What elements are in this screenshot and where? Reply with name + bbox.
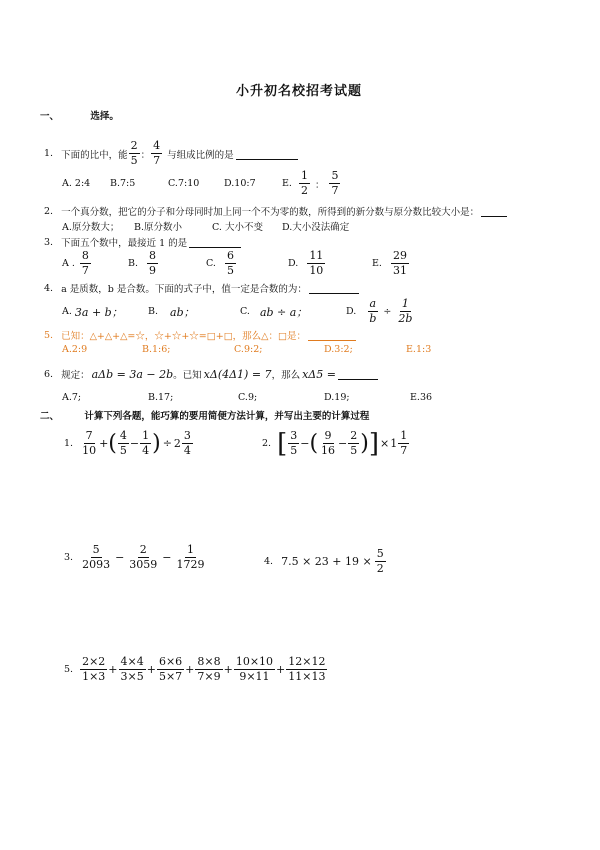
question-text: ，那么 xyxy=(271,370,301,381)
question-text: 规定： xyxy=(61,370,90,381)
numerator: 3 xyxy=(288,430,299,444)
option-c[interactable] xyxy=(240,304,346,320)
option-d[interactable]: D.10:7 xyxy=(224,178,256,190)
question-6 xyxy=(44,367,378,381)
numerator: 6×6 xyxy=(157,656,184,670)
question-2-options xyxy=(62,219,349,233)
fraction xyxy=(375,548,386,575)
calc-problem-4 xyxy=(264,548,387,575)
option-label: A . xyxy=(62,258,75,270)
fraction xyxy=(127,544,159,571)
numerator: 4 xyxy=(118,430,129,444)
option-a[interactable]: A.2:9 xyxy=(62,344,88,355)
question-3 xyxy=(44,235,241,249)
denominator: 5 xyxy=(350,444,358,458)
problem-number: 5. xyxy=(64,664,74,676)
section1-header xyxy=(40,108,119,122)
answer-blank[interactable] xyxy=(236,148,298,160)
option-a[interactable] xyxy=(62,304,148,320)
numerator: 4×4 xyxy=(119,656,146,670)
option-label: C. xyxy=(206,258,216,270)
denominator: 10 xyxy=(309,264,324,278)
option-a[interactable]: A. 2:4 xyxy=(62,178,91,190)
answer-blank[interactable] xyxy=(189,236,241,248)
numerator: 7 xyxy=(84,430,95,444)
option-d[interactable]: D.3:2; xyxy=(324,344,353,355)
left-paren: ( xyxy=(309,430,319,456)
section2-number: 二、 xyxy=(40,411,60,422)
question-1 xyxy=(44,140,298,167)
denominator: 3059 xyxy=(129,558,158,572)
numerator: 5 xyxy=(329,170,340,184)
option-d[interactable] xyxy=(346,298,415,325)
fraction xyxy=(367,298,378,325)
divide-sign: ÷ xyxy=(162,437,172,451)
question-text: 已知：△+△+△=☆，☆+☆+☆=□+□，那么△：□是： xyxy=(61,331,306,342)
numerator: 11 xyxy=(307,250,325,264)
denominator: b xyxy=(369,312,377,326)
question-4-options xyxy=(62,298,415,325)
numerator: 1 xyxy=(140,430,151,444)
minus-sign: − xyxy=(300,437,310,451)
option-e[interactable] xyxy=(372,250,410,277)
numerator: 29 xyxy=(391,250,409,264)
option-a[interactable]: A.7; xyxy=(62,392,82,403)
calc-problem-2 xyxy=(262,430,410,457)
ask-expression: xΔ5 = xyxy=(302,367,336,381)
section2-label: 计算下列各题，能巧算的要用简便方法计算，并写出主要的计算过程 xyxy=(84,411,370,422)
question-3-options xyxy=(62,250,410,277)
fraction xyxy=(118,430,129,457)
numerator: 3 xyxy=(182,430,193,444)
option-b[interactable] xyxy=(128,250,206,277)
option-label: D. xyxy=(346,306,357,318)
problem-number: 4. xyxy=(264,556,274,568)
question-5 xyxy=(44,328,356,342)
answer-blank[interactable] xyxy=(481,205,507,217)
divide-sign: ÷ xyxy=(383,306,392,318)
option-b[interactable] xyxy=(148,304,240,320)
plus-sign: + xyxy=(99,437,109,451)
numerator: 1 xyxy=(400,298,411,312)
plus-sign: + xyxy=(108,663,118,677)
minus-sign: − xyxy=(115,551,125,565)
denominator: 2093 xyxy=(82,558,111,572)
fraction xyxy=(129,140,140,167)
mixed-whole: 2 xyxy=(173,437,181,451)
question-number: 3. xyxy=(44,236,54,248)
option-e[interactable]: E.36 xyxy=(410,392,433,403)
question-text: 。已知 xyxy=(173,370,202,381)
fraction xyxy=(299,170,310,197)
fraction xyxy=(329,170,340,197)
fraction xyxy=(391,250,409,277)
numerator: 10×10 xyxy=(234,656,275,670)
denominator: 3×5 xyxy=(120,670,144,684)
fraction xyxy=(80,544,112,571)
option-expression: 3a + b； xyxy=(74,305,123,319)
denominator: 4 xyxy=(142,444,150,458)
calc-problem-1 xyxy=(64,430,194,457)
left-paren: ( xyxy=(108,430,117,456)
option-label: E. xyxy=(372,258,382,270)
option-label: A. xyxy=(62,306,72,318)
times-sign: × xyxy=(380,437,390,451)
option-e[interactable]: E.1:3 xyxy=(406,344,432,355)
denominator: 4 xyxy=(183,444,191,458)
denominator: 16 xyxy=(321,444,336,458)
fraction xyxy=(175,544,207,571)
section1-label: 选择。 xyxy=(90,111,119,122)
question-6-options xyxy=(62,392,432,403)
right-paren: ) xyxy=(360,430,369,456)
numerator: 9 xyxy=(323,430,334,444)
denominator: 5 xyxy=(226,264,234,278)
numerator: 2 xyxy=(348,430,359,444)
denominator: 7×9 xyxy=(197,670,221,684)
denominator: 1×3 xyxy=(82,670,106,684)
question-text: 下面五个数中，最接近 1 的是 xyxy=(61,238,188,249)
option-c[interactable] xyxy=(206,250,288,277)
denominator: 9 xyxy=(149,264,157,278)
denominator: 5×7 xyxy=(158,670,183,684)
option-d[interactable] xyxy=(288,250,372,277)
question-number: 5. xyxy=(44,329,54,341)
right-paren: ) xyxy=(152,430,161,456)
numerator: 8 xyxy=(147,250,158,264)
option-e[interactable] xyxy=(282,170,341,197)
section2-header xyxy=(40,408,369,422)
option-expression: ab； xyxy=(170,305,195,319)
minus-sign: − xyxy=(162,551,172,565)
numerator: 1 xyxy=(398,430,409,444)
option-label: C. xyxy=(240,306,250,318)
numerator: 1 xyxy=(185,544,196,558)
numerator: 2 xyxy=(138,544,149,558)
numerator: 5 xyxy=(91,544,102,558)
page-title: 小升初名校招考试题 xyxy=(236,84,363,99)
option-b[interactable]: B.1:6; xyxy=(142,344,171,355)
fraction xyxy=(157,656,184,683)
option-label: B. xyxy=(128,258,139,270)
problem-number: 2. xyxy=(262,438,272,450)
fraction xyxy=(319,430,337,457)
right-bracket: ] xyxy=(368,428,380,459)
rule-expression: aΔb = 3a − 2b xyxy=(91,367,174,381)
denominator: 2b xyxy=(398,312,413,326)
given-expression: xΔ(4Δ1) = 7 xyxy=(203,367,272,381)
denominator: 9×11 xyxy=(239,670,270,684)
fraction xyxy=(234,656,275,683)
minus-sign: − xyxy=(338,437,348,451)
denominator: 7 xyxy=(153,154,161,168)
question-4 xyxy=(44,281,359,295)
option-c[interactable]: C.9:2; xyxy=(234,344,263,355)
answer-blank[interactable] xyxy=(338,368,378,380)
option-label: B. xyxy=(148,306,159,318)
mixed-whole: 1 xyxy=(390,437,398,451)
option-a[interactable] xyxy=(62,250,128,277)
option-d[interactable]: D.大小没法确定 xyxy=(282,222,350,233)
fraction xyxy=(195,656,222,683)
left-bracket: [ xyxy=(277,428,288,459)
option-label: E. xyxy=(282,178,292,190)
plus-sign: + xyxy=(223,663,233,677)
fraction xyxy=(348,430,359,457)
denominator: 5 xyxy=(290,444,298,458)
option-d[interactable]: D.19; xyxy=(324,392,350,403)
option-c[interactable]: C.9; xyxy=(238,392,258,403)
option-expression: ab ÷ a； xyxy=(259,305,308,319)
fraction xyxy=(396,298,414,325)
denominator: 1729 xyxy=(176,558,205,572)
fraction xyxy=(151,140,162,167)
calc-expression: 7.5 × 23 + 19 × xyxy=(281,555,372,569)
fraction xyxy=(80,656,107,683)
question-number: 4. xyxy=(44,282,54,294)
numerator: a xyxy=(368,298,379,312)
plus-sign: + xyxy=(276,663,286,677)
question-text: 与组成比例的是 xyxy=(167,149,234,161)
question-1-options xyxy=(62,170,341,197)
option-a[interactable]: A.原分数大； xyxy=(62,222,120,233)
denominator: 2 xyxy=(300,184,308,198)
plus-sign: + xyxy=(185,663,195,677)
plus-sign: + xyxy=(146,663,156,677)
denominator: 10 xyxy=(82,444,97,458)
numerator: 6 xyxy=(225,250,236,264)
denominator: 7 xyxy=(400,444,408,458)
denominator: 2 xyxy=(376,562,384,576)
fraction xyxy=(80,430,98,457)
option-b[interactable]: B.7:5 xyxy=(110,178,136,190)
denominator: 5 xyxy=(130,154,138,168)
fraction xyxy=(286,656,327,683)
fraction xyxy=(225,250,236,277)
fraction xyxy=(182,430,193,457)
denominator: 31 xyxy=(392,264,407,278)
question-number: 1. xyxy=(44,148,54,160)
numerator: 1 xyxy=(299,170,310,184)
option-label: D. xyxy=(288,258,299,270)
calc-problem-3 xyxy=(64,544,208,571)
ratio-colon: ： xyxy=(314,179,325,191)
numerator: 5 xyxy=(375,548,386,562)
fraction xyxy=(147,250,158,277)
question-text: 下面的比中，能 xyxy=(61,149,128,161)
fraction xyxy=(80,250,91,277)
question-2 xyxy=(44,204,507,218)
denominator: 7 xyxy=(81,264,89,278)
calc-problem-5 xyxy=(64,656,328,683)
denominator: 11×13 xyxy=(288,670,326,684)
minus-sign: − xyxy=(129,437,140,451)
question-text: 一个真分数，把它的分子和分母同时加上同一个不为零的数，所得到的新分数与原分数比较大小是： xyxy=(61,207,480,218)
problem-number: 1. xyxy=(64,438,74,450)
fraction xyxy=(307,250,325,277)
option-c[interactable]: C.7:10 xyxy=(168,178,200,190)
numerator: 12×12 xyxy=(286,656,327,670)
section1-number: 一、 xyxy=(40,111,60,122)
option-b[interactable]: B.17; xyxy=(148,392,174,403)
fraction xyxy=(140,430,151,457)
denominator: 5 xyxy=(119,444,127,458)
answer-blank[interactable] xyxy=(308,329,356,341)
option-b[interactable]: B.原分数小 xyxy=(134,222,183,233)
fraction xyxy=(288,430,299,457)
question-5-options xyxy=(62,344,431,355)
ratio-colon: ： xyxy=(140,149,151,161)
question-number: 2. xyxy=(44,205,54,217)
fraction xyxy=(119,656,146,683)
answer-blank[interactable] xyxy=(309,282,359,294)
numerator: 8×8 xyxy=(195,656,222,670)
question-text: a 是质数，b 是合数。下面的式子中，值一定是合数的为： xyxy=(61,284,307,295)
numerator: 2×2 xyxy=(80,656,107,670)
numerator: 2 xyxy=(129,140,140,154)
numerator: 4 xyxy=(151,140,162,154)
problem-number: 3. xyxy=(64,552,74,564)
denominator: 7 xyxy=(331,184,339,198)
question-number: 6. xyxy=(44,368,54,380)
option-c[interactable]: C. 大小不变 xyxy=(212,222,263,233)
numerator: 8 xyxy=(80,250,91,264)
fraction xyxy=(398,430,409,457)
